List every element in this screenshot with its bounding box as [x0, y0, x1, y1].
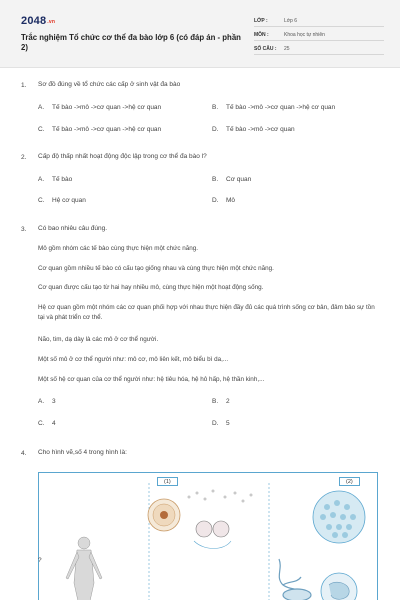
option-letter: D.	[212, 420, 219, 427]
option-text: Tế bào ->mô ->cơ quan ->hệ cơ quan	[226, 104, 336, 111]
option-d[interactable]	[212, 126, 295, 133]
organ-icon	[321, 573, 357, 600]
option-text: 5	[226, 420, 230, 427]
meta-count-value: 25	[284, 45, 290, 52]
option-text: Tế bào ->mô ->cơ quan	[226, 126, 295, 133]
statement-7: Một số hệ cơ quan của cơ thể người như: hệ tiêu hóa, hệ hô hấp, hệ thần kinh,...	[38, 376, 265, 383]
meta-class-value: Lớp 6	[284, 17, 298, 24]
option-text: Mô	[226, 197, 236, 204]
question-number: 2.	[21, 154, 27, 161]
cell-icon	[148, 499, 180, 531]
meta-info	[254, 15, 384, 57]
option-c[interactable]	[38, 420, 56, 427]
option-letter: A.	[38, 104, 45, 111]
option-text: Tế bào	[52, 176, 73, 183]
option-c[interactable]	[38, 197, 86, 204]
option-text: Tế bào ->mô ->cơ quan ->hệ cơ quan	[52, 126, 162, 133]
diagram-label-1: (1)	[157, 477, 178, 486]
option-text: Hệ cơ quan	[52, 197, 86, 204]
diagram-drawing	[39, 473, 378, 600]
option-d[interactable]	[212, 420, 230, 427]
tissue-icon	[313, 491, 365, 543]
logo-suffix: .vn	[47, 19, 56, 25]
option-text: 2	[226, 398, 230, 405]
question-text: Cấp độ thấp nhất hoạt động độc lập trong cơ thể đa bào l?	[38, 153, 207, 160]
option-b[interactable]	[212, 104, 335, 111]
option-d[interactable]	[212, 197, 235, 204]
question-number: 1.	[21, 82, 27, 89]
organization-diagram	[38, 472, 378, 600]
option-a[interactable]	[38, 104, 161, 111]
statement-3: Cơ quan được cấu tạo từ hai hay nhiều mô, cùng thực hiện một hoạt động sống.	[38, 284, 264, 291]
meta-subject-row	[254, 29, 384, 41]
option-letter: C.	[38, 126, 45, 133]
question-number: 3.	[21, 226, 27, 233]
meta-class-key: LỚP :	[254, 17, 268, 24]
statement-4: Hệ cơ quan gồm một nhóm các cơ quan phối hợp với nhau thực hiện đầy đủ các quá trình sống cơ bản, đảm bảo sự tồn tại và phát triển cơ thể.	[38, 304, 375, 321]
option-letter: B.	[212, 104, 219, 111]
digestive-system-icon	[279, 559, 311, 600]
option-text: 4	[52, 420, 56, 427]
option-text: Tế bào ->mô ->cơ quan ->hệ cơ quan	[52, 104, 162, 111]
meta-subject-value: Khoa học tự nhiên	[284, 31, 325, 38]
meta-class-row	[254, 15, 384, 27]
option-letter: D.	[212, 126, 219, 133]
dividing-cells-icon	[194, 521, 231, 549]
option-letter: C.	[38, 420, 45, 427]
meta-count-key: SỐ CÂU :	[254, 45, 277, 52]
meta-count-row	[254, 43, 384, 55]
option-b[interactable]	[212, 176, 251, 183]
human-body-icon	[66, 537, 102, 600]
option-letter: A.	[38, 398, 45, 405]
option-b[interactable]	[212, 398, 230, 405]
option-c[interactable]	[38, 126, 161, 133]
cell-dots	[188, 490, 253, 503]
option-letter: D.	[212, 197, 219, 204]
option-letter: C.	[38, 197, 45, 204]
option-a[interactable]	[38, 176, 72, 183]
statement-2: Cơ quan gồm nhiều tế bào có cấu tạo giống nhau và cùng thực hiện một chức năng.	[38, 265, 274, 272]
question-text: Cho hình vẽ,số 4 trong hình là:	[38, 449, 127, 456]
question-number: 4.	[21, 450, 27, 457]
option-text: 3	[52, 398, 56, 405]
site-logo[interactable]	[21, 15, 55, 27]
statement-1: Mô gồm nhóm các tế bào cùng thực hiện một chức năng.	[38, 245, 198, 252]
question-text: Có bao nhiêu câu đúng.	[38, 225, 108, 232]
option-letter: B.	[212, 176, 219, 183]
option-letter: B.	[212, 398, 219, 405]
logo-text: 2048	[21, 15, 47, 27]
question-mark: ?	[38, 557, 42, 564]
header	[0, 0, 400, 68]
option-a[interactable]	[38, 398, 56, 405]
statement-6: Một số mô ở cơ thể người như: mô cơ, mô liên kết, mô biểu bì da,...	[38, 356, 229, 363]
option-text: Cơ quan	[226, 176, 252, 183]
statement-5: Não, tim, dạ dày là các mô ở cơ thể người.	[38, 336, 159, 343]
question-text: Sơ đồ đúng về tổ chức các cấp ở sinh vật đa bào	[38, 81, 181, 88]
page-title: Trắc nghiệm Tổ chức cơ thể đa bào lớp 6 (có đáp án - phần 2)	[21, 33, 241, 52]
option-letter: A.	[38, 176, 45, 183]
meta-subject-key: MÔN :	[254, 31, 269, 38]
diagram-label-2: (2)	[339, 477, 360, 486]
